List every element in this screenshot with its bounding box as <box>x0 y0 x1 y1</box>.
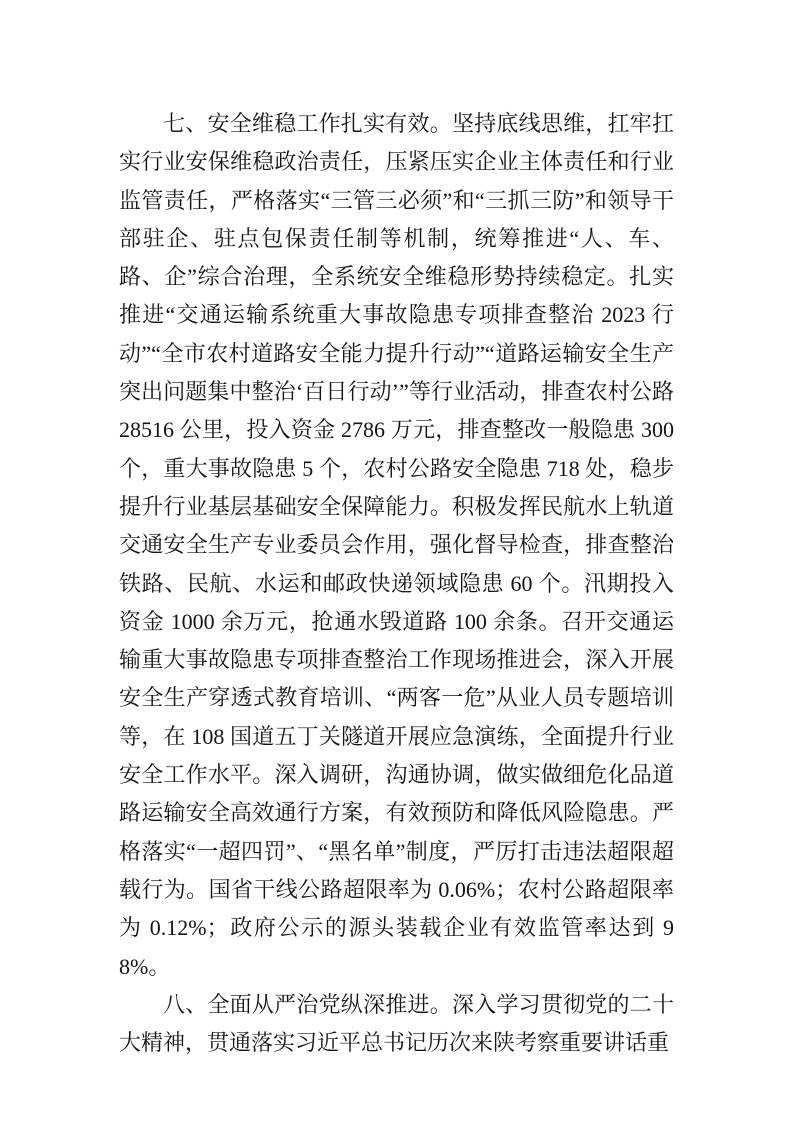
paragraph-text: 坚持底线思维，扛牢扛实行业安保维稳政治责任，压紧压实企业主体责任和行业监管责任，严格落实“三管三必须”和“三抓三防”和领导干部驻企、驻点包保责任制等机制，统筹推进“人、车、路、企”综合治理，全系统安全维稳形势持续稳定。扎实推进“交通运输系统重大事故隐患专项排查整治 2023 行动”“全市农村道路安全能力提升行动”“道路运输安全生产突出问题集中整治‘百日行动’”等行业活动，排查农村公路 28516 公里，投入资金 2786 万元，排查整改一般隐患 300 个，重大事故隐患 5 个，农村公路安全隐患 718 处，稳步提升行业基层基础安全保障能力。积极发挥民航水上轨道交通安全生产专业委员会作用，强化督导检查，排查整治铁路、民航、水运和邮政快递领域隐患 60 个。汛期投入资金 1000 余万元，抢通水毁道路 100 余条。召开交通运输重大事故隐患专项排查整治工作现场推进会，深入开展安全生产穿透式教育培训、“两客一危”从业人员专题培训等，在 108 国道五丁关隧道开展应急演练，全面提升行业安全工作水平。深入调研，沟通协调，做实做细危化品道路运输安全高效通行方案，有效预防和降低风险隐患。严格落实“一超四罚”、“黑名单”制度，严厉打击违法超限超载行为。国省干线公路超限率为 0.06%；农村公路超限率为 0.12%；政府公示的源头装载企业有效监管率达到 98%。 <box>119 111 674 979</box>
paragraph-section-7 <box>119 105 674 986</box>
document-body <box>119 105 674 1062</box>
paragraph-text: 深入学习贯彻党的二十大精神，贯通落实习近平总书记历次来陕考察重要讲话重 <box>119 991 674 1056</box>
section-heading: 七、安全维稳工作扎实有效。 <box>163 111 452 136</box>
section-heading: 八、全面从严治党纵深推进。 <box>163 991 452 1017</box>
paragraph-section-8 <box>119 986 674 1063</box>
